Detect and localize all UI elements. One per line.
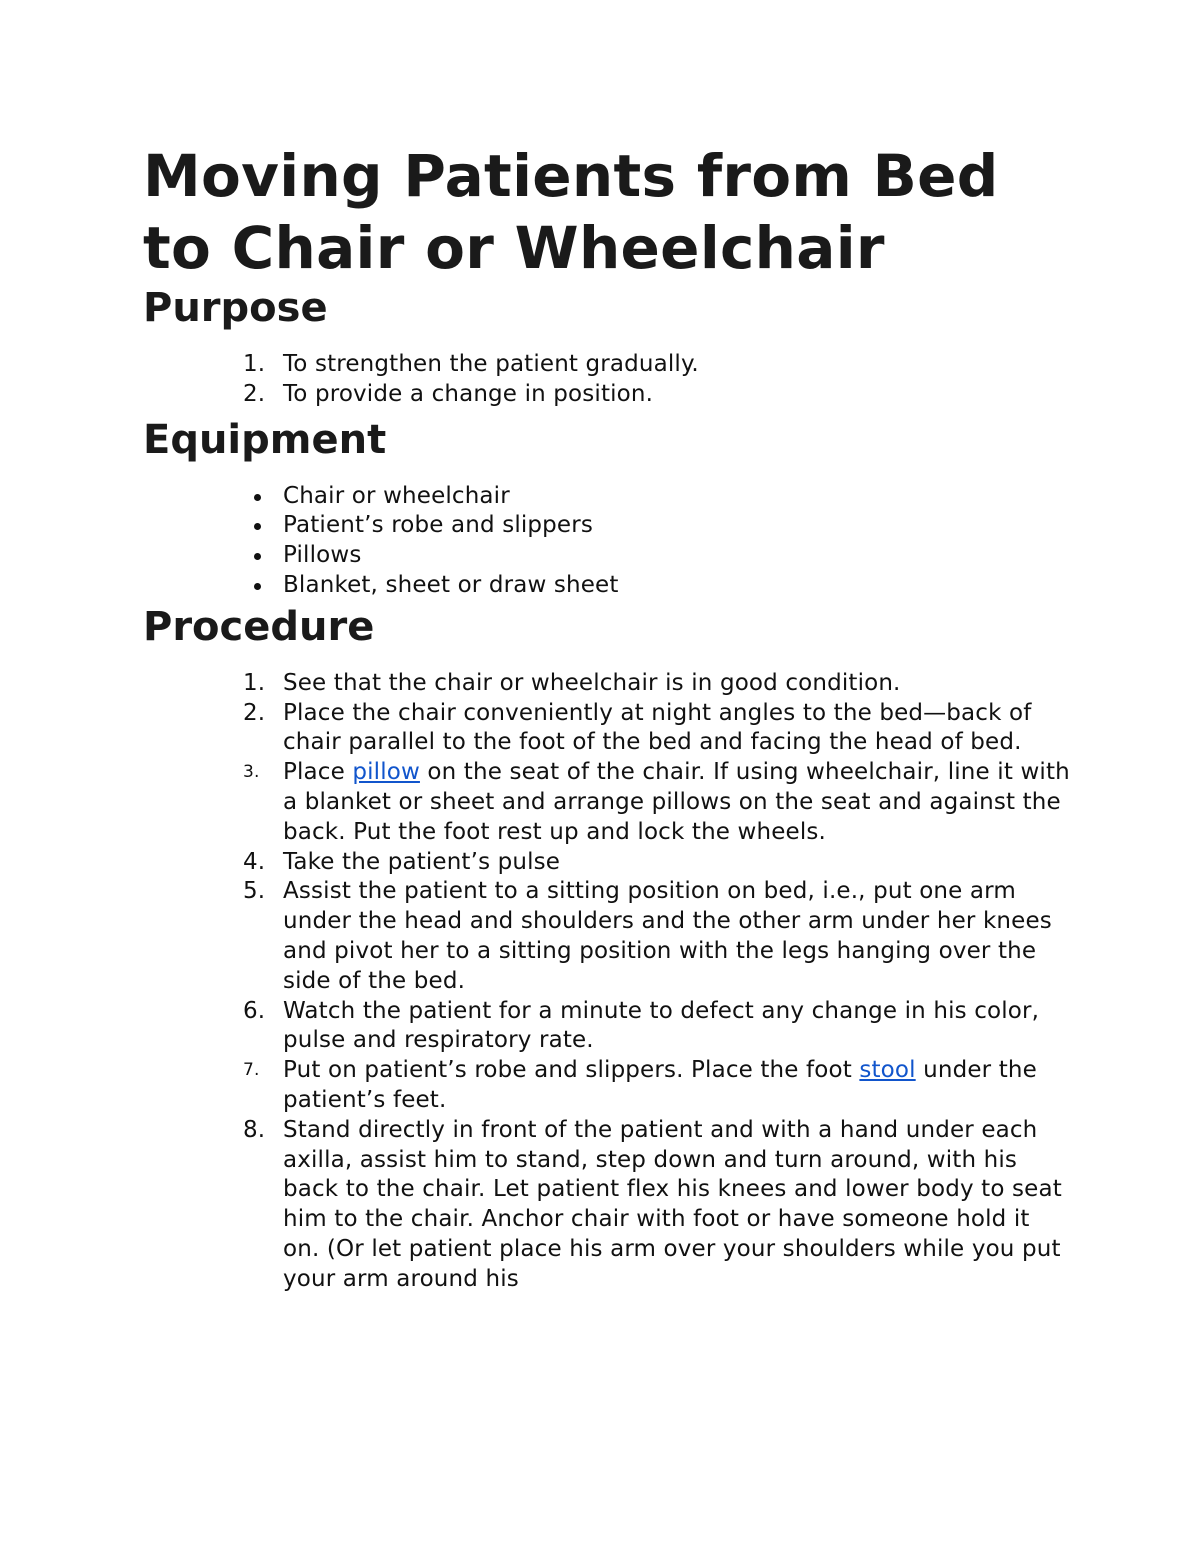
list-item xyxy=(143,380,1073,410)
list-item-text-end: under the patient’s feet. xyxy=(283,1057,1037,1113)
list-number: 1. xyxy=(243,351,266,377)
list-item-text: Watch the patient for a minute to defect any change in his color, pulse and respiratory rate. xyxy=(283,997,1040,1054)
list-number: 4. xyxy=(243,848,266,875)
list-item xyxy=(143,482,1073,512)
list-number: 5. xyxy=(243,878,266,905)
list-item xyxy=(143,1116,1073,1295)
list-item xyxy=(143,511,1073,541)
list-item-text: Chair or wheelchair xyxy=(283,482,510,509)
bullet-icon xyxy=(254,523,261,530)
list-number: 6. xyxy=(243,997,266,1024)
list-item-text-end: on the seat of the chair. If using wheelchair, line it with a blanket or sheet and arrange pillows on the seat and against the back. Put the foot rest up and lock the wheels. xyxy=(283,759,1070,845)
list-item xyxy=(143,758,1073,847)
list-item xyxy=(143,699,1073,759)
list-item-text: Place the chair conveniently at night angles to the bed—back of chair parallel to the foot of the bed and facing the head of bed. xyxy=(283,699,1032,756)
bullet-icon xyxy=(254,583,261,590)
list-item-text: To strengthen the patient gradually. xyxy=(283,351,699,377)
list-number: 7. xyxy=(243,1060,260,1081)
list-item-text: To provide a change in position. xyxy=(283,380,654,407)
procedure-heading: Procedure xyxy=(143,603,375,650)
list-number: 8. xyxy=(243,1116,266,1143)
list-number: 1. xyxy=(243,669,266,696)
document-title: Moving Patients from Bed to Chair or Wheelchair xyxy=(143,142,999,282)
list-item-text-start: Place xyxy=(283,759,353,786)
list-item xyxy=(143,541,1073,571)
list-number: 2. xyxy=(243,380,266,407)
list-number: 2. xyxy=(243,699,266,726)
bullet-icon xyxy=(254,494,261,501)
list-item xyxy=(143,1056,1073,1116)
list-item xyxy=(143,877,1073,996)
bullet-icon xyxy=(254,553,261,560)
document-page xyxy=(143,140,1073,1295)
purpose-heading: Purpose xyxy=(143,285,328,331)
list-item-text: Patient’s robe and slippers xyxy=(283,512,593,539)
purpose-list xyxy=(143,350,1073,410)
list-item xyxy=(143,848,1073,878)
list-item xyxy=(143,997,1073,1057)
list-item xyxy=(143,571,1073,601)
list-item-text: Pillows xyxy=(283,542,362,569)
list-item-text: See that the chair or wheelchair is in good condition. xyxy=(283,669,901,696)
list-item-text: Blanket, sheet or draw sheet xyxy=(283,571,619,598)
list-item xyxy=(143,669,1073,699)
equipment-heading: Equipment xyxy=(143,416,387,463)
list-item-text: Assist the patient to a sitting position on bed, i.e., put one arm under the head and shoulders and the other arm under her knees and pivot her to a sitting position with the legs hanging over the side of the bed. xyxy=(283,878,1052,994)
list-item-text: Take the patient’s pulse xyxy=(283,848,561,875)
list-item-text-start: Put on patient’s robe and slippers. Place the foot xyxy=(283,1057,860,1084)
equipment-list xyxy=(143,482,1073,601)
list-item xyxy=(143,350,1073,380)
list-item-text: Stand directly in front of the patient and with a hand under each axilla, assist him to stand, step down and turn around, with his back to the chair. Let patient flex his knees and lower body to seat him to the chair. Anchor chair with foot or have someone hold it on. (Or let patient place his arm over your shoulders while you put your arm around his xyxy=(283,1116,1062,1292)
procedure-list xyxy=(143,669,1073,1295)
stool-link[interactable]: stool xyxy=(859,1057,916,1084)
pillow-link[interactable]: pillow xyxy=(352,759,420,786)
list-number: 3. xyxy=(243,762,260,783)
